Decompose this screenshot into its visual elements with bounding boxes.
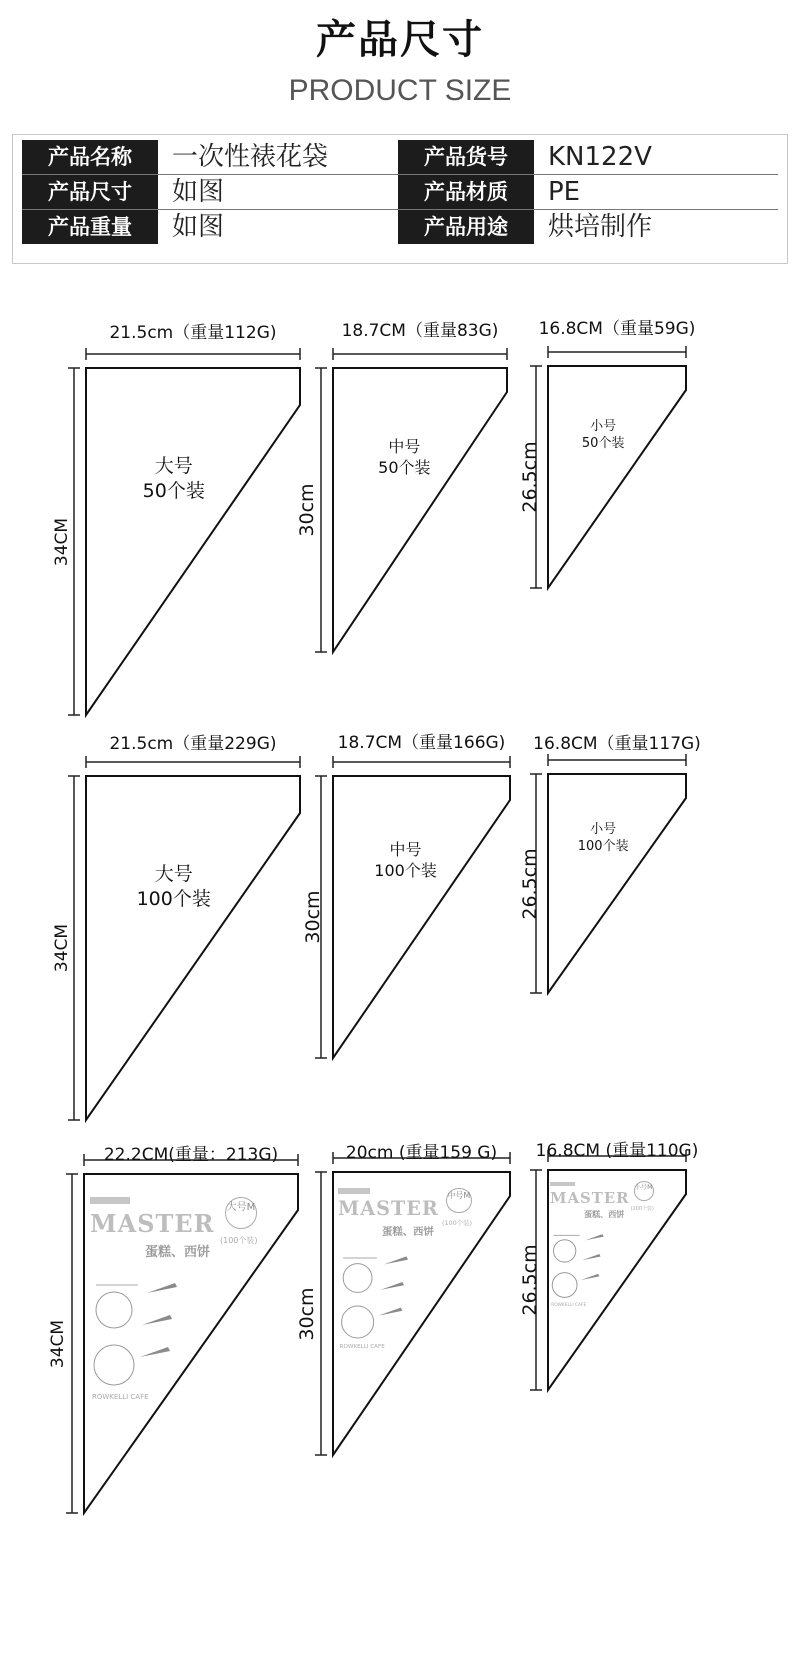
print-size-stamp: 小号M [634, 1181, 654, 1201]
print-bag-icon [147, 1283, 177, 1293]
print-bag-icon [582, 1254, 601, 1260]
bag-pack-count: 100个装 [136, 887, 211, 910]
bag-pack-count: 50个装 [142, 479, 205, 502]
bag-size-name: 中号 [388, 437, 421, 456]
print-brand: MASTER [338, 1197, 439, 1221]
spec-label-item-no: 产品货号 [398, 140, 534, 174]
spec-value-name: 一次性裱花袋 [172, 142, 329, 172]
bag-height-label: 26.5cm [519, 1244, 541, 1316]
spec-label-usage: 产品用途 [398, 210, 534, 244]
print-cafe-name: ROWKELLI CAFE [92, 1393, 149, 1401]
print-color-bar [338, 1188, 370, 1194]
bag-width-label: 21.5cm（重量229G) [109, 734, 277, 754]
print-subtitle: 蛋糕、西饼 [584, 1209, 625, 1219]
bag-pack-count: 50个装 [581, 435, 625, 451]
print-cafe-name: ROWKELLI CAFE [551, 1302, 587, 1308]
spec-label-weight: 产品重量 [22, 210, 158, 244]
print-illustration [340, 1242, 428, 1354]
print-illustration [551, 1223, 619, 1310]
print-bag-icon [581, 1274, 600, 1280]
print-brand: MASTER [550, 1188, 630, 1207]
print-bag-icon [384, 1256, 408, 1264]
spec-label-name: 产品名称 [22, 140, 158, 174]
bag-pack-count: 50个装 [378, 457, 431, 477]
bag-width-label: 16.8CM（重量59G) [538, 319, 696, 339]
spec-value-weight: 如图 [172, 212, 225, 242]
bag-height-label: 34CM [52, 923, 72, 973]
print-bag-icon [142, 1315, 172, 1325]
print-pack-count: (100个装) [220, 1236, 258, 1245]
print-illustration [92, 1265, 202, 1405]
print-size-stamp: 中号M [446, 1188, 472, 1214]
print-bag-icon [380, 1282, 404, 1290]
print-subtitle: 蛋糕、西饼 [145, 1245, 211, 1260]
print-color-bar [90, 1197, 130, 1204]
bag-width-label: 16.8CM (重量110G) [535, 1141, 699, 1161]
print-emblem [552, 1273, 577, 1298]
bag-width-label: 21.5cm（重量112G) [109, 323, 277, 343]
bag-height-label: 26.5cm [519, 441, 541, 513]
bag-width-label: 22.2CM(重量：213G) [103, 1145, 279, 1165]
bag-size-name: 中号 [389, 840, 422, 859]
bag-size-name: 大号 [154, 455, 193, 477]
spec-value-usage: 烘培制作 [548, 212, 653, 242]
print-cafe-name: ROWKELLI CAFE [339, 1344, 385, 1351]
bag-width-label: 20cm (重量159 G) [345, 1143, 498, 1163]
bag-height-label: 30cm [302, 890, 324, 944]
bag-pack-count: 100个装 [577, 838, 629, 854]
print-pack-count: (100个装) [442, 1219, 472, 1227]
print-emblem [343, 1264, 372, 1293]
bag-height-label: 34CM [48, 1319, 68, 1368]
print-emblem [554, 1240, 576, 1262]
bag-width-label: 18.7CM（重量83G) [341, 321, 499, 341]
spec-label-size: 产品尺寸 [22, 175, 158, 209]
bag-height-label: 30cm [296, 1286, 318, 1341]
page-subtitle: PRODUCT SIZE [288, 74, 512, 107]
print-pack-count: (100个装) [630, 1205, 654, 1212]
page-title: 产品尺寸 [316, 17, 484, 63]
spec-value-material: PE [548, 177, 581, 207]
print-size-stamp: 大号M [225, 1197, 257, 1229]
print-color-bar [550, 1182, 575, 1186]
bag-width-label: 18.7CM（重量166G) [337, 733, 506, 753]
print-bag-icon [378, 1308, 402, 1316]
bag-size-name: 小号 [590, 419, 617, 434]
bag-height-label: 30cm [296, 483, 318, 537]
bag-size-name: 小号 [590, 822, 617, 837]
bag-pack-count: 100个装 [374, 860, 437, 880]
print-emblem [96, 1292, 132, 1328]
bag-width-label: 16.8CM（重量117G) [533, 734, 701, 754]
spec-label-material: 产品材质 [398, 175, 534, 209]
print-bag-icon [585, 1235, 604, 1241]
print-bag-icon [140, 1347, 170, 1357]
bag-size-name: 大号 [154, 863, 193, 885]
bag-height-label: 26.5cm [519, 847, 541, 920]
bag-height-label: 34CM [52, 517, 72, 566]
print-emblem [341, 1306, 373, 1338]
print-subtitle: 蛋糕、西饼 [382, 1225, 434, 1238]
spec-value-item-no: KN122V [548, 142, 652, 172]
print-brand: MASTER [90, 1209, 215, 1238]
spec-value-size: 如图 [172, 177, 225, 207]
print-emblem [94, 1345, 134, 1385]
